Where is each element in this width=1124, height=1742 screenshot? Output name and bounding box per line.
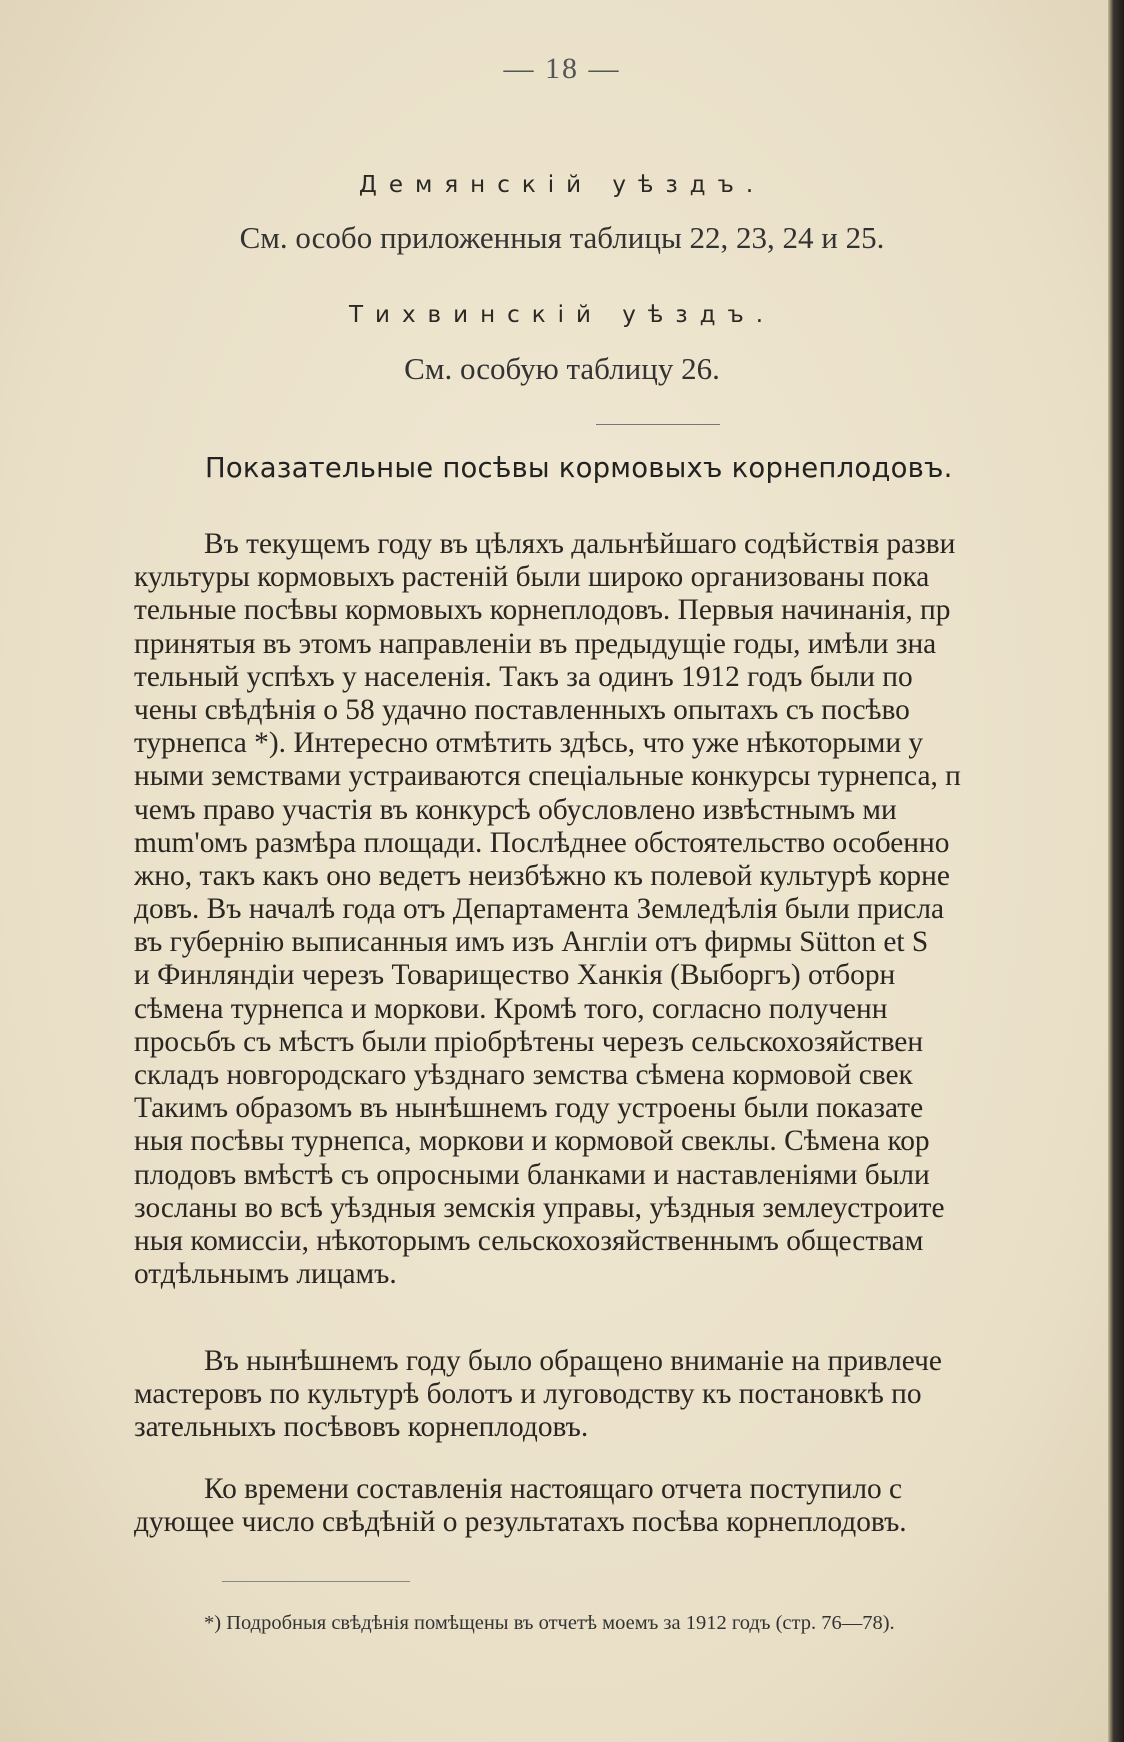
paragraph-line: зательныхъ посѣвовъ корнеплодовъ.: [134, 1411, 589, 1444]
footnote-divider: [222, 1581, 410, 1582]
paragraph-line: отдѣльнымъ лицамъ.: [134, 1258, 397, 1291]
paragraph-3: [134, 1473, 1124, 1539]
paragraph-line: чены свѣдѣнія о 58 удачно поставленныхъ опытахъ съ посѣво: [134, 693, 910, 726]
paragraph-line: ныя посѣвы турнепса, моркови и кормовой свеклы. Сѣмена кор: [134, 1125, 930, 1158]
paragraph-line: и Финляндіи черезъ Товарищество Ханкія (Выборгъ) отборн: [134, 959, 896, 992]
paragraph-line: довъ. Въ началѣ года отъ Департамента Земледѣлія были присла: [134, 893, 945, 926]
paragraph-line: Въ нынѣшнемъ году было обращено вниманіе на привлече: [204, 1345, 942, 1377]
paragraph-line: Такимъ образомъ въ нынѣшнемъ году устроены были показате: [134, 1092, 924, 1125]
main-section-title: Показательные посѣвы кормовыхъ корнеплодовъ.: [205, 452, 953, 484]
paragraph-line: mum'омъ размѣра площади. Послѣднее обстоятельство особенно: [134, 826, 950, 859]
section-divider: [596, 424, 720, 425]
paragraph-line: сѣмена турнепса и моркови. Кромѣ того, согласно полученн: [134, 992, 888, 1025]
paragraph-line: тельные посѣвы кормовыхъ корнеплодовъ. Первыя начинанія, пр: [134, 594, 951, 627]
paragraph-1: [134, 528, 1124, 1291]
paragraph-line: складъ новгородскаго уѣзднаго земства сѣмена кормовой свек: [134, 1059, 913, 1091]
paragraph-line: дующее число свѣдѣній о результатахъ посѣва корнеплодовъ.: [134, 1506, 907, 1539]
book-binding-edge: [1108, 0, 1124, 1742]
section-heading-demyansk: Демянскій уѣздъ.: [358, 172, 766, 198]
paragraph-line: Ко времени составленія настоящаго отчета поступило с: [204, 1473, 903, 1505]
paragraph-line: ными земствами устраиваются спеціальные конкурсы турнепса, п: [134, 760, 961, 793]
paragraph-2: [134, 1345, 1124, 1445]
paragraph-line: ныя комиссіи, нѣкоторымъ сельскохозяйственнымъ обществам: [134, 1224, 924, 1257]
section-heading-tikhvin: Тихвинскій уѣздъ.: [348, 302, 776, 328]
paragraph-line: тельный успѣхъ у населенія. Такъ за одинъ 1912 годъ были по: [134, 660, 913, 693]
footnote: *) Подробныя свѣдѣнія помѣщены въ отчетѣ моемъ за 1912 годъ (стр. 76—78).: [204, 1612, 895, 1634]
paragraph-line: жно, такъ какъ оно ведетъ неизбѣжно къ полевой культурѣ корне: [134, 859, 950, 892]
paragraph-line: принятыя въ этомъ направленіи въ предыдущіе годы, имѣли зна: [134, 627, 937, 660]
paragraph-line: въ губернію выписанныя имъ изъ Англіи отъ фирмы Sütton et S: [134, 926, 929, 959]
section-note-demyansk: См. особо приложенныя таблицы 22, 23, 24 и 25.: [239, 220, 885, 255]
section-note-tikhvin: См. особую таблицу 26.: [404, 351, 720, 386]
paragraph-line: чемъ право участія въ конкурсѣ обусловлено извѣстнымъ ми: [134, 793, 897, 826]
paragraph-line: турнепса *). Интересно отмѣтить здѣсь, что уже нѣкоторыми у: [134, 727, 924, 760]
paragraph-line: культуры кормовыхъ растеній были широко организованы пока: [134, 561, 930, 594]
paragraph-line: плодовъ вмѣстѣ съ опросными бланками и наставленіями были: [134, 1158, 930, 1191]
paragraph-line: просьбъ съ мѣстъ были пріобрѣтены черезъ сельскохозяйствен: [134, 1025, 924, 1058]
paragraph-line: Въ текущемъ году въ цѣляхъ дальнѣйшаго содѣйствія разви: [204, 528, 956, 560]
page-number: — 18 —: [503, 52, 621, 85]
paragraph-line: зосланы во всѣ уѣздныя земскія управы, уѣздныя землеустроите: [134, 1191, 945, 1224]
paragraph-line: мастеровъ по культурѣ болотъ и луговодству къ постановкѣ по: [134, 1378, 922, 1411]
